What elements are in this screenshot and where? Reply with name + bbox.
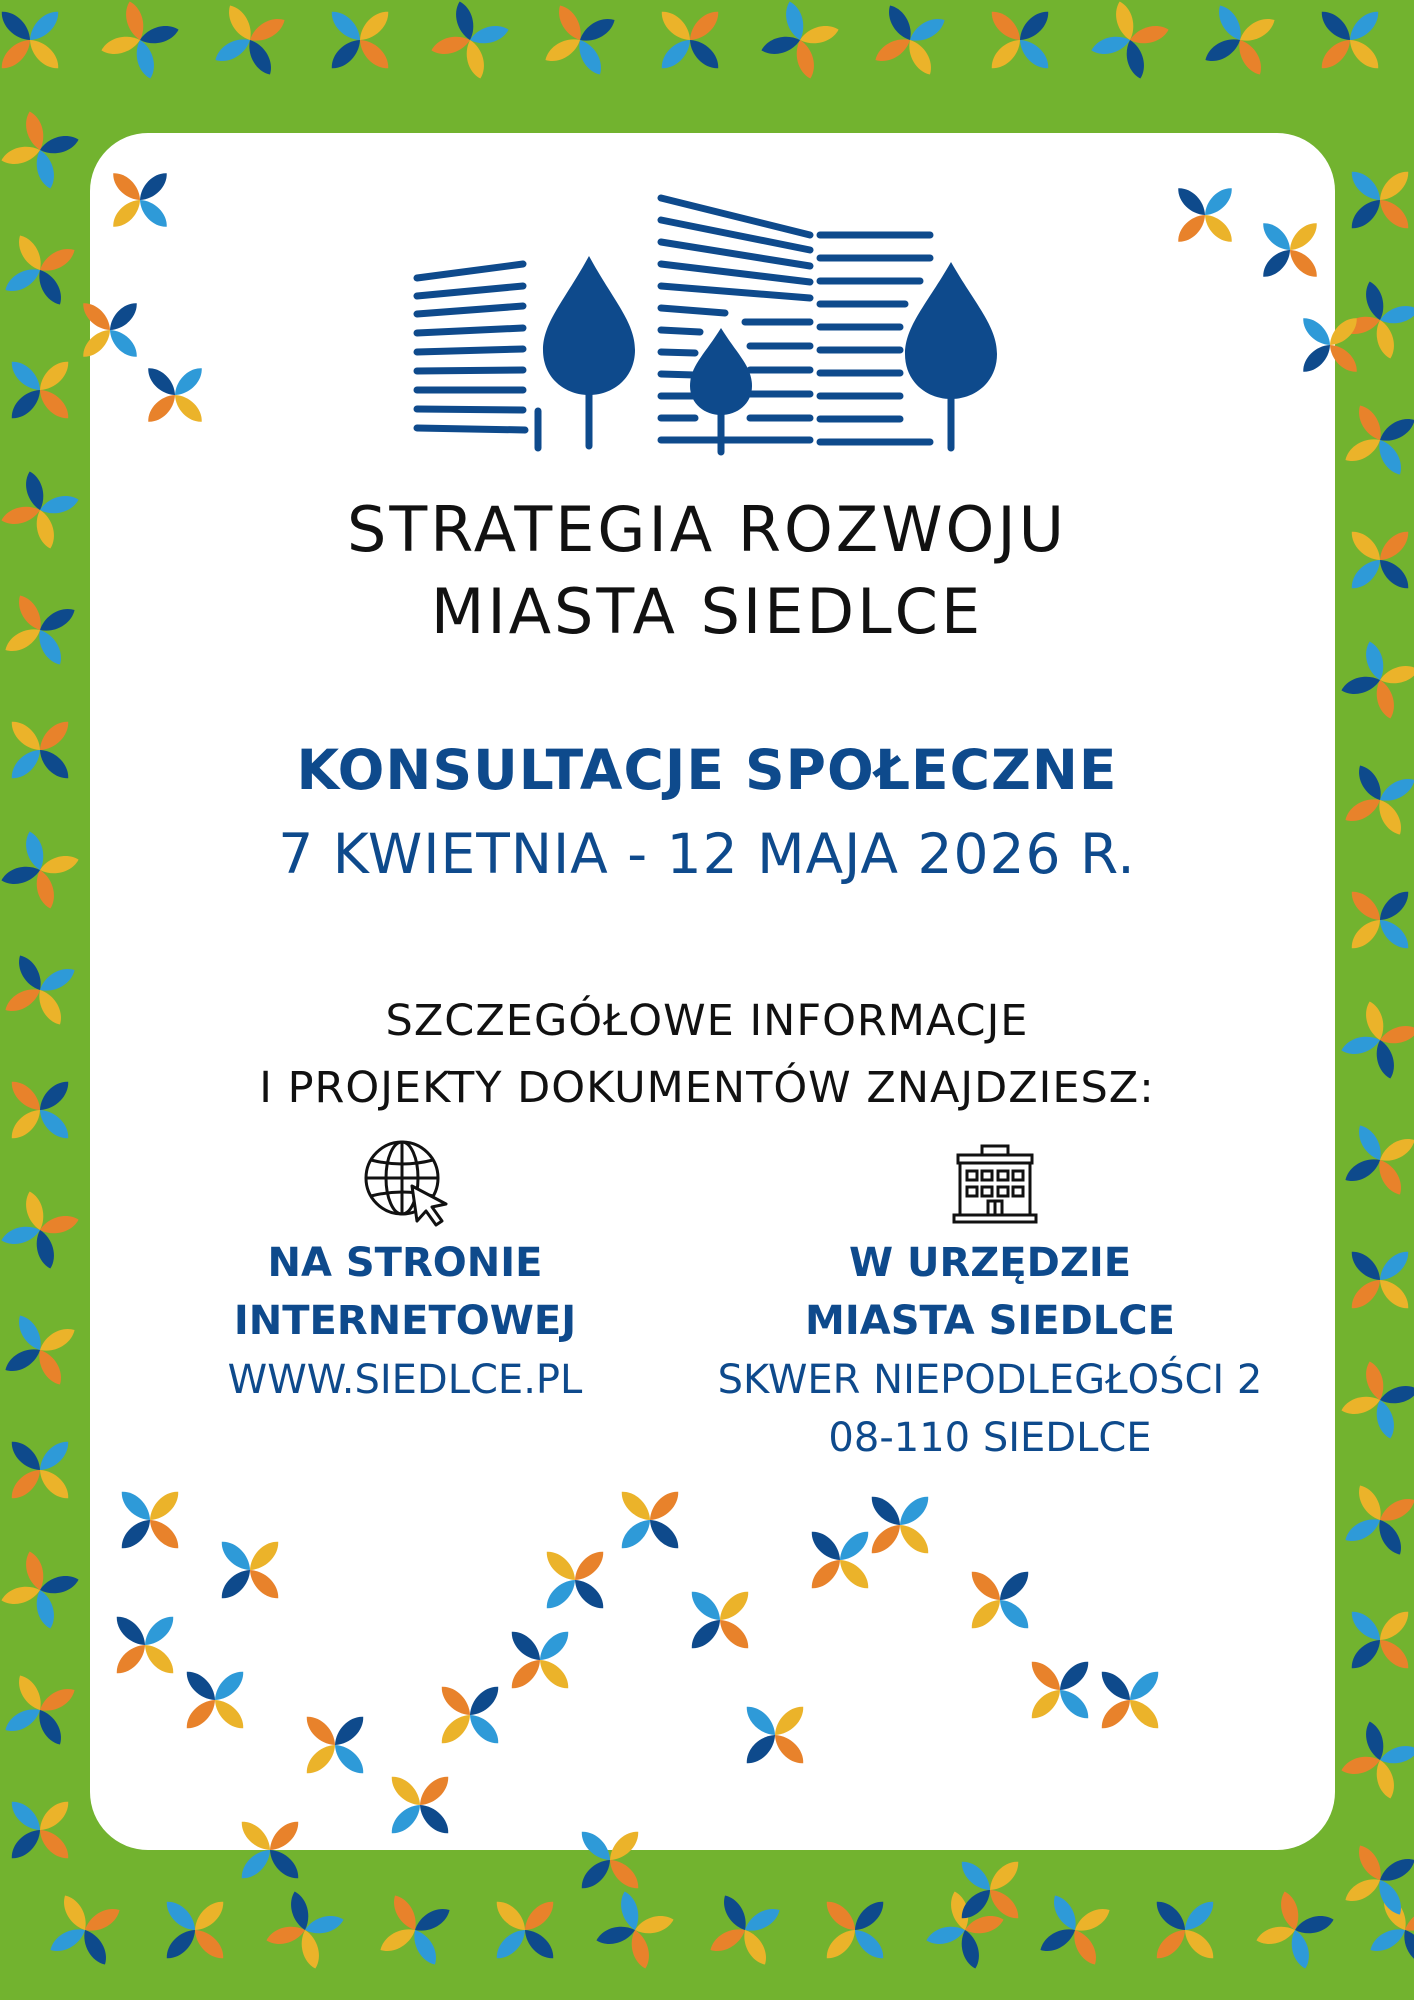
- office-title-line-1: W URZĘDZIE: [848, 1240, 1132, 1286]
- office-address-line-2: 08-110 SIEDLCE: [828, 1415, 1152, 1461]
- city-hall-icon: [952, 1143, 1038, 1225]
- globe-cursor-icon: [362, 1138, 452, 1228]
- consultation-dates: 7 KWIETNIA - 12 MAJA 2026 R.: [278, 822, 1136, 886]
- office-title-line-2: MIASTA SIEDLCE: [805, 1298, 1175, 1344]
- strategy-title-line-2: MIASTA SIEDLCE: [430, 575, 984, 648]
- info-line-1: SZCZEGÓŁOWE INFORMACJE: [385, 996, 1029, 1046]
- city-buildings-trees-logo: [405, 190, 1005, 460]
- consultation-heading: KONSULTACJE SPOŁECZNE: [296, 738, 1118, 802]
- online-title-line-2: INTERNETOWEJ: [233, 1298, 577, 1344]
- website-url[interactable]: WWW.SIEDLCE.PL: [227, 1357, 583, 1403]
- online-title-line-1: NA STRONIE: [267, 1240, 543, 1286]
- office-address-line-1: SKWER NIEPODLEGŁOŚCI 2: [717, 1357, 1263, 1403]
- info-line-2: I PROJEKTY DOKUMENTÓW ZNAJDZIESZ:: [259, 1063, 1155, 1113]
- strategy-title-line-1: STRATEGIA ROZWOJU: [346, 493, 1067, 566]
